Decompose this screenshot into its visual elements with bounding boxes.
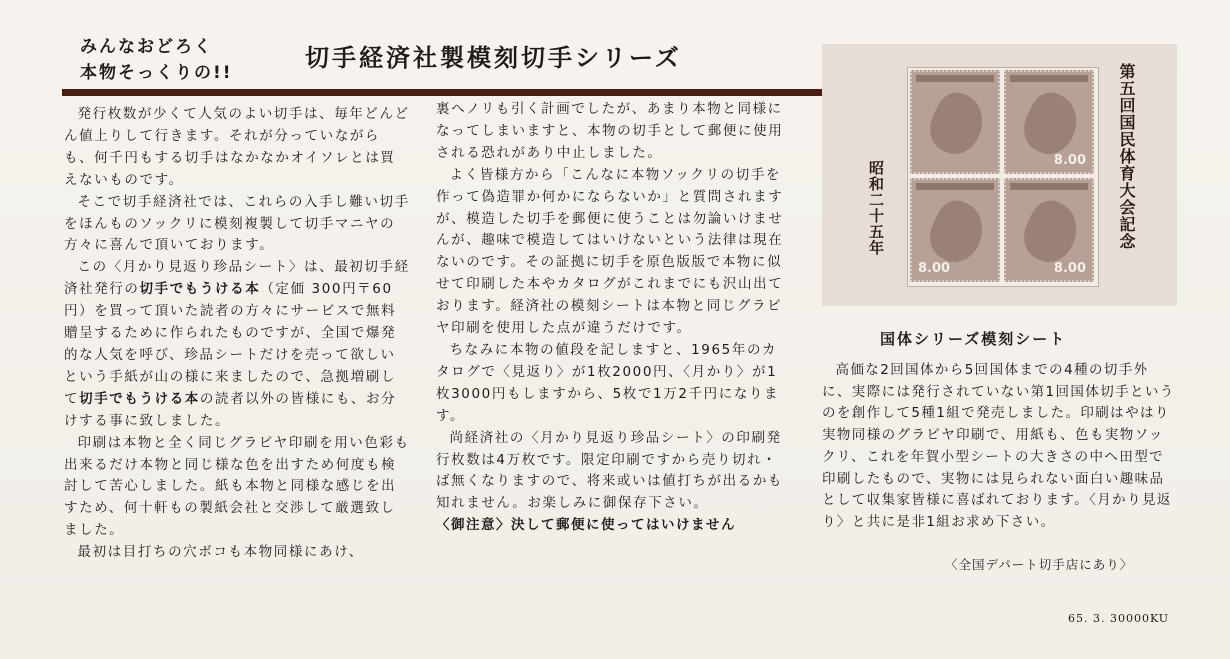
athlete-figure — [1016, 86, 1087, 162]
catchphrase-line-2: 本物そっくりの!! — [80, 63, 233, 83]
paragraph: 裏へノリも引く計画でしたが、あまり本物と同様になってしまいますと、本物の切手として郵便に使用される恐れがあり中止しました。 — [436, 101, 784, 161]
athlete-figure — [1016, 194, 1087, 270]
stamp-equestrian — [1004, 178, 1094, 282]
paragraph: よく皆様方から「こんなに本物ソックリの切手を作って偽造罪か何かにならないか」と質問されますが、模造した切手を郵便に使うことは勿論いけませんが、趣味で模造してはいけないという法律は現在ないのです。その証拠に切手を原色版版で本物に似せて印刷した本やカタログがこれまでにも沢山出ております。経済社の模刻シートは本物と同じグラビヤ印刷を使用した点が違うだけです。 — [436, 166, 784, 337]
sheet-era-label: 昭和二十五年 — [867, 160, 885, 256]
catchphrase — [80, 34, 233, 86]
athlete-figure — [922, 86, 993, 162]
stamp-basketball — [910, 178, 1000, 282]
paragraph: そこで切手経済社では、これらの入手し難い切手をほんものソックリに模刻複製して切手マニヤの方々に喜んで頂いております。 — [64, 193, 410, 254]
text-run: この〈月かり見返り珍品シート〉は、最初切手経済社発行の — [64, 259, 410, 298]
stamp-label-bar — [1010, 75, 1088, 82]
athlete-figure — [922, 194, 993, 270]
text-column-2 — [436, 99, 792, 537]
paragraph: 印刷は本物と全く同じグラビヤ印刷を用い色彩も出来るだけ本物と同じ様な色を出すため何度も検討して苦心しました。紙も本物と同様な感じを出すため、何十軒もの製紙会社と交渉して厳選致しました。 — [64, 434, 410, 539]
paragraph: 最初は目打ちの穴ボコも本物同様にあけ、 — [77, 544, 364, 561]
paragraph: ちなみに本物の値段を記しますと、1965年のカタログで〈見返り〉が1枚2000円、〈月かり〉が1枚3000円もしますから、5枚で1万2千円になります。 — [436, 341, 780, 424]
stamp-label-bar — [916, 75, 994, 82]
catchphrase-line-1: みんなおどろく — [80, 37, 213, 57]
paragraph: 尚経済社の〈月かり見返り珍品シート〉の印刷発行枚数は4万枚です。限定印刷ですから売り切れ・ば無くなりますので、将来或いは値打ちが出るかも知れません。お楽しみに御保存下さい。 — [436, 429, 784, 512]
stamp-gymnastics — [910, 70, 1000, 174]
series-title: 切手経済社製模刻切手シリーズ — [305, 44, 682, 72]
stamp-label-bar — [1010, 183, 1088, 190]
text-column-3 — [822, 360, 1177, 534]
book-title-emphasis: 切手でもうける本 — [79, 390, 200, 407]
caution-note: 〈御注意〉決して郵便に使ってはいけません — [436, 517, 736, 534]
text-run: の読者以外の皆様にも、お分けする事に致しました。 — [64, 390, 397, 429]
header-rule — [62, 89, 822, 96]
text-column-1 — [64, 104, 410, 564]
stamp-face-value: 8.00 — [1053, 261, 1086, 276]
sheet-section-title: 国体シリーズ模刻シート — [880, 330, 1067, 348]
stamp-face-value: 8.00 — [1053, 153, 1086, 168]
paragraph: 高価な2回国体から5回国体までの4種の切手外に、実際には発行されていない第1回国体切手というのを創作して5種1組で発売しました。印刷はやはり実物同様のグラビヤ印刷で、用紙も、色も実物ソックリ、これを年賀小型シートの大きさの中へ田型で印刷したもので、実物には見られない面白い趣味品として収集家皆様に喜ばれております。〈月かり見返り〉と共に是非1組お求め下さい。 — [822, 362, 1175, 530]
stamp-face-value: 8.00 — [918, 261, 951, 276]
print-code: 65. 3. 30000KU — [1068, 612, 1170, 625]
stamp-block — [907, 67, 1099, 287]
availability-note: 〈全国デパート切手店にあり〉 — [945, 557, 1134, 572]
text-run: （定価 300円〒60円）を買って頂いた読者の方々にサービスで無料贈呈するために作られたものですが、全国で爆発的な人気を呼び、珍品シートだけを売って欲しいという手紙が山の様に来ましたので、急拠増刷して — [64, 281, 397, 407]
sheet-vertical-title: 第五回国民体育大会記念 — [1117, 63, 1136, 250]
stamp-label-bar — [916, 183, 994, 190]
book-title-emphasis: 切手でもうける本 — [139, 281, 261, 298]
paragraph — [64, 257, 410, 432]
paragraph: 発行枚数が少くて人気のよい切手は、毎年どんどん値上りして行きます。それが分っていながらも、何千円もする切手はなかなかオイソレとは買えないものです。 — [64, 106, 410, 188]
stamp-diving — [1004, 70, 1094, 174]
